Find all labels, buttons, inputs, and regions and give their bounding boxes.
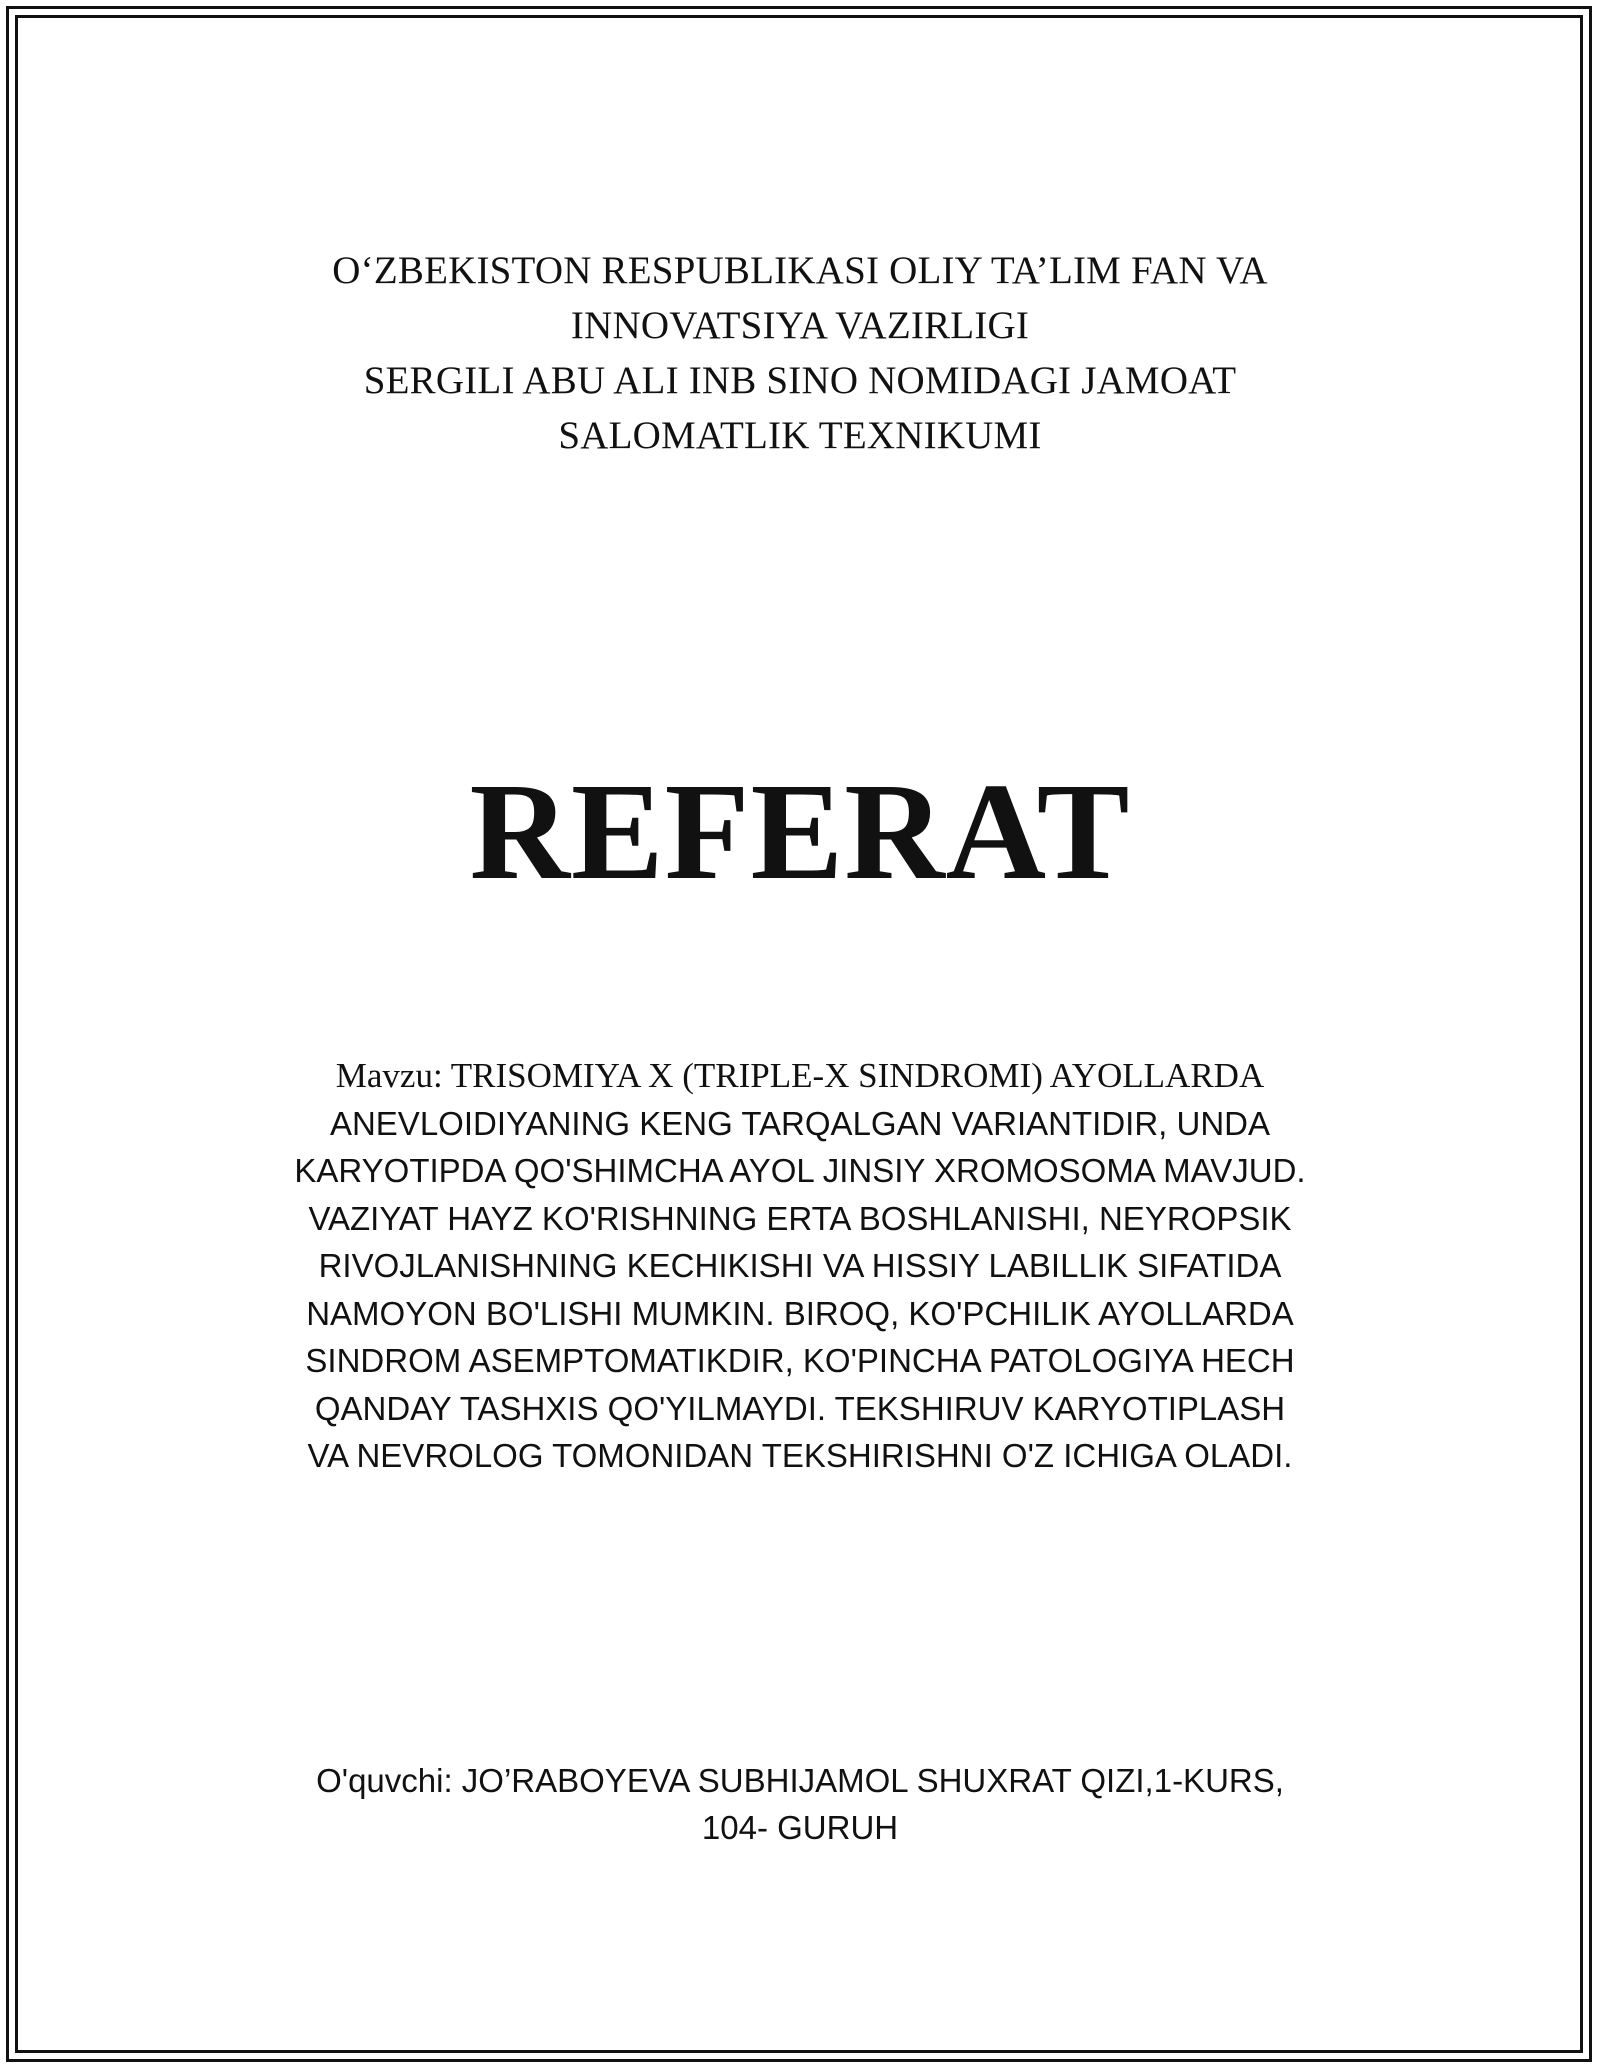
student-line: 104- GURUH xyxy=(701,1809,899,1846)
header-line: O‘ZBEKISTON RESPUBLIKASI OLIY TA’LIM FAN VA xyxy=(332,249,1268,292)
topic-line: NAMOYON BO'LISHI MUMKIN. BIROQ, KO'PCHILIK AYOLLARDA xyxy=(306,1294,1294,1332)
topic-line: KARYOTIPDA QO'SHIMCHA AYOL JINSIY XROMOSOMA MAVJUD. xyxy=(294,1152,1306,1189)
institution-header xyxy=(0,243,1600,463)
student-line: O'quvchi: JO’RABOYEVA SUBHIJAMOL SHUXRAT QIZI,1-KURS, xyxy=(316,1762,1284,1799)
header-line: INNOVATSIYA VAZIRLIGI xyxy=(570,304,1030,347)
topic-line: ANEVLOIDIYANING KENG TARQALGAN VARIANTIDIR, UNDA xyxy=(329,1104,1271,1142)
topic-section xyxy=(0,1052,1600,1480)
topic-line: RIVOJLANISHNING KECHIKISHI VA HISSIY LABILLIK SIFATIDA xyxy=(318,1247,1282,1284)
header-line: SERGILI ABU ALI INB SINO NOMIDAGI JAMOAT xyxy=(363,359,1237,402)
topic-prefix: Mavzu: TRISOMIYA X (TRIPLE-X SINDROMI) AYOLLARDA xyxy=(335,1056,1265,1095)
topic-line xyxy=(0,1052,1600,1100)
topic-line: VA NEVROLOG TOMONIDAN TEKSHIRISHNI O'Z ICHIGA OLADI. xyxy=(307,1437,1293,1474)
topic-line: QANDAY TASHXIS QO'YILMAYDI. TEKSHIRUV KARYOTIPLASH xyxy=(314,1389,1286,1427)
student-info xyxy=(0,1757,1600,1851)
header-line: SALOMATLIK TEXNIKUMI xyxy=(558,414,1042,457)
topic-line: VAZIYAT HAYZ KO'RISHNING ERTA BOSHLANISHI, NEYROPSIK xyxy=(308,1199,1292,1237)
topic-line: SINDROM ASEMPTOMATIKDIR, KO'PINCHA PATOLOGIYA HECH xyxy=(305,1342,1295,1379)
document-title: REFERAT xyxy=(469,755,1131,909)
